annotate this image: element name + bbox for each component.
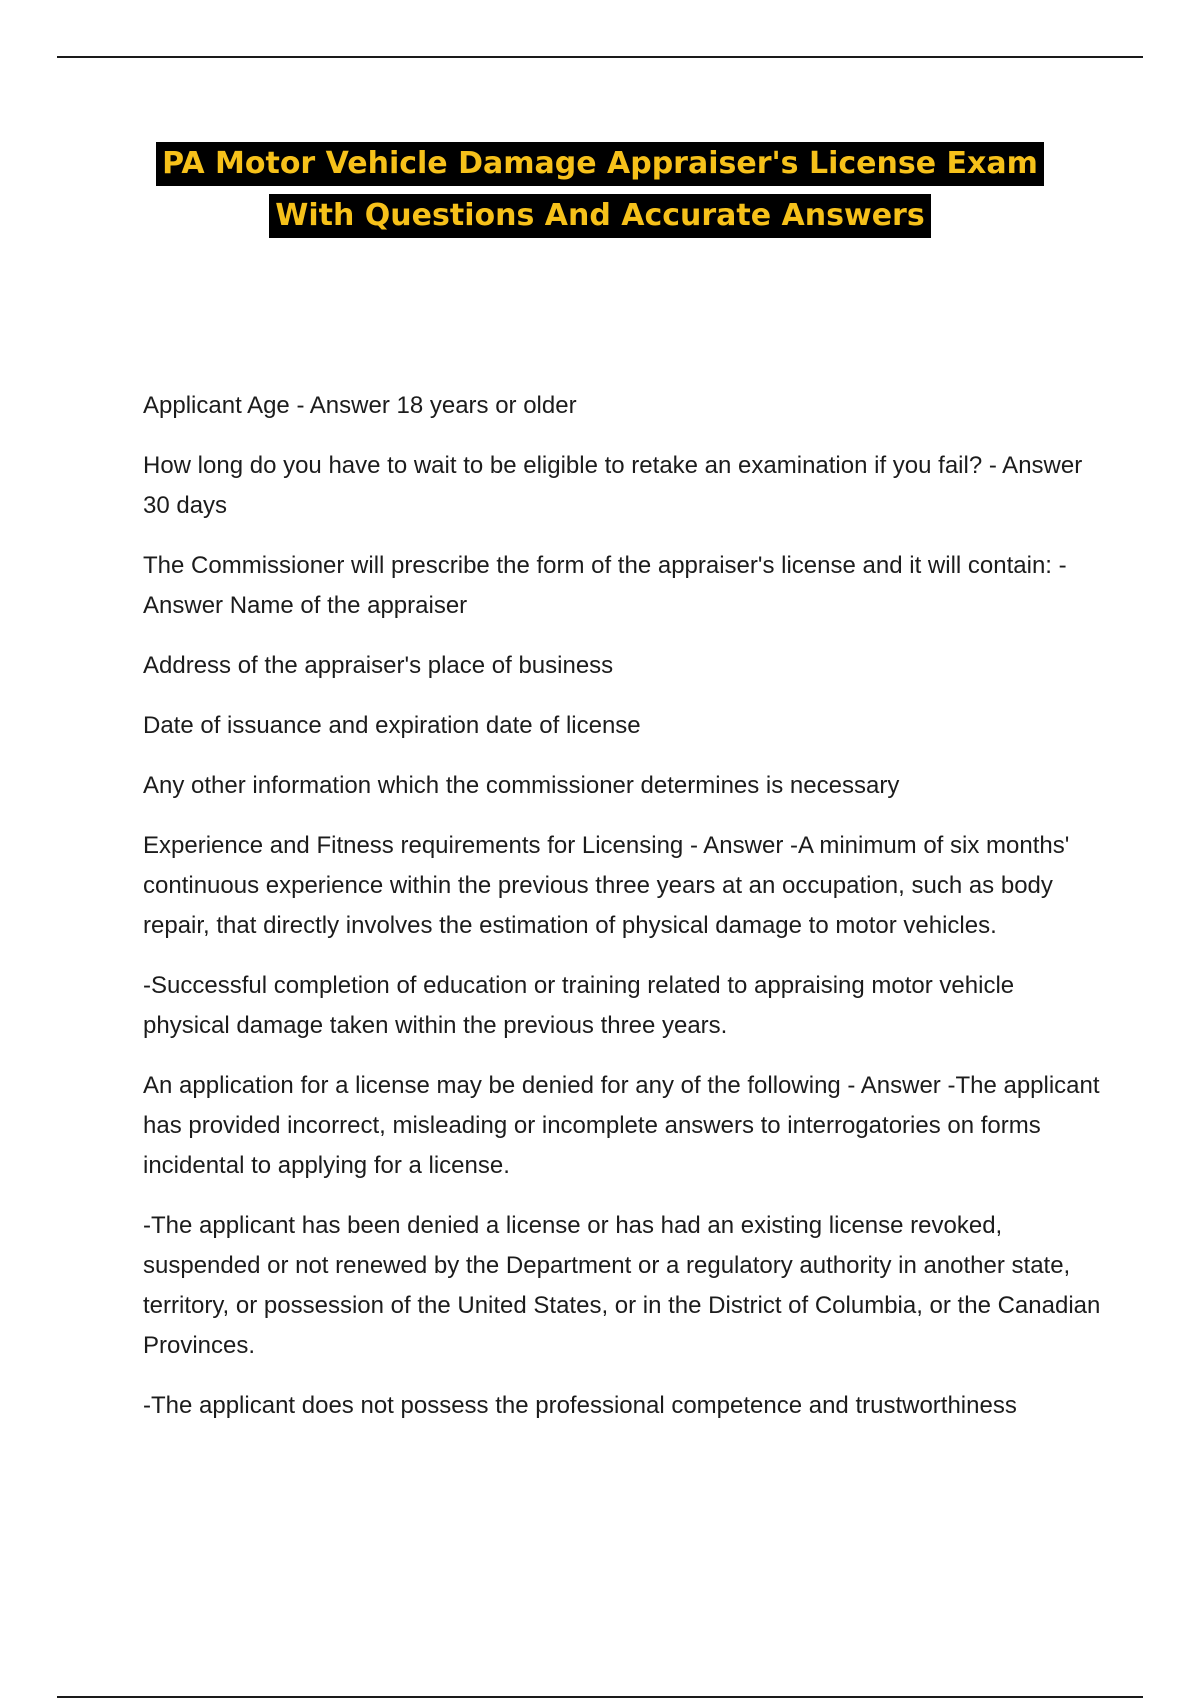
- paragraph-other-info: Any other information which the commissioner determines is necessary: [143, 772, 900, 799]
- paragraph-denied-revoked: -The applicant has been denied a license or has had an existing license revoked, suspended or not renewed by the Department or a regulatory authority in another state, territory, or possession of the United States, or in the District of Columbia, or the Canadian Provinces.: [143, 1212, 1101, 1359]
- bottom-rule: [57, 1696, 1143, 1698]
- title-line-1: PA Motor Vehicle Damage Appraiser's License Exam: [156, 142, 1044, 186]
- paragraph-experience-fitness: Experience and Fitness requirements for Licensing - Answer -A minimum of six months' continuous experience within the previous three years at an occupation, such as body repair, that directly involves the estimation of physical damage to motor vehicles.: [143, 832, 1070, 939]
- paragraph-competence: -The applicant does not possess the professional competence and trustworthiness: [143, 1392, 1017, 1419]
- paragraph-education: -Successful completion of education or training related to appraising motor vehicle physical damage taken within the previous three years.: [143, 972, 1015, 1039]
- document-title: [0, 142, 1200, 238]
- paragraph-license-form: The Commissioner will prescribe the form of the appraiser's license and it will contain: - Answer Name of the appraiser: [143, 552, 1067, 619]
- paragraph-issuance-date: Date of issuance and expiration date of license: [143, 712, 641, 739]
- paragraph-retake-wait: How long do you have to wait to be eligible to retake an examination if you fail? - Answer 30 days: [143, 452, 1083, 519]
- top-rule: [57, 56, 1143, 58]
- document-body: [143, 386, 1103, 1446]
- paragraph-denial-reasons: An application for a license may be denied for any of the following - Answer -The applicant has provided incorrect, misleading or incomplete answers to interrogatories on forms incidental to applying for a license.: [143, 1072, 1100, 1179]
- title-line-2: With Questions And Accurate Answers: [269, 194, 930, 238]
- paragraph-business-address: Address of the appraiser's place of business: [143, 652, 614, 679]
- paragraph-applicant-age: Applicant Age - Answer 18 years or older: [143, 392, 577, 419]
